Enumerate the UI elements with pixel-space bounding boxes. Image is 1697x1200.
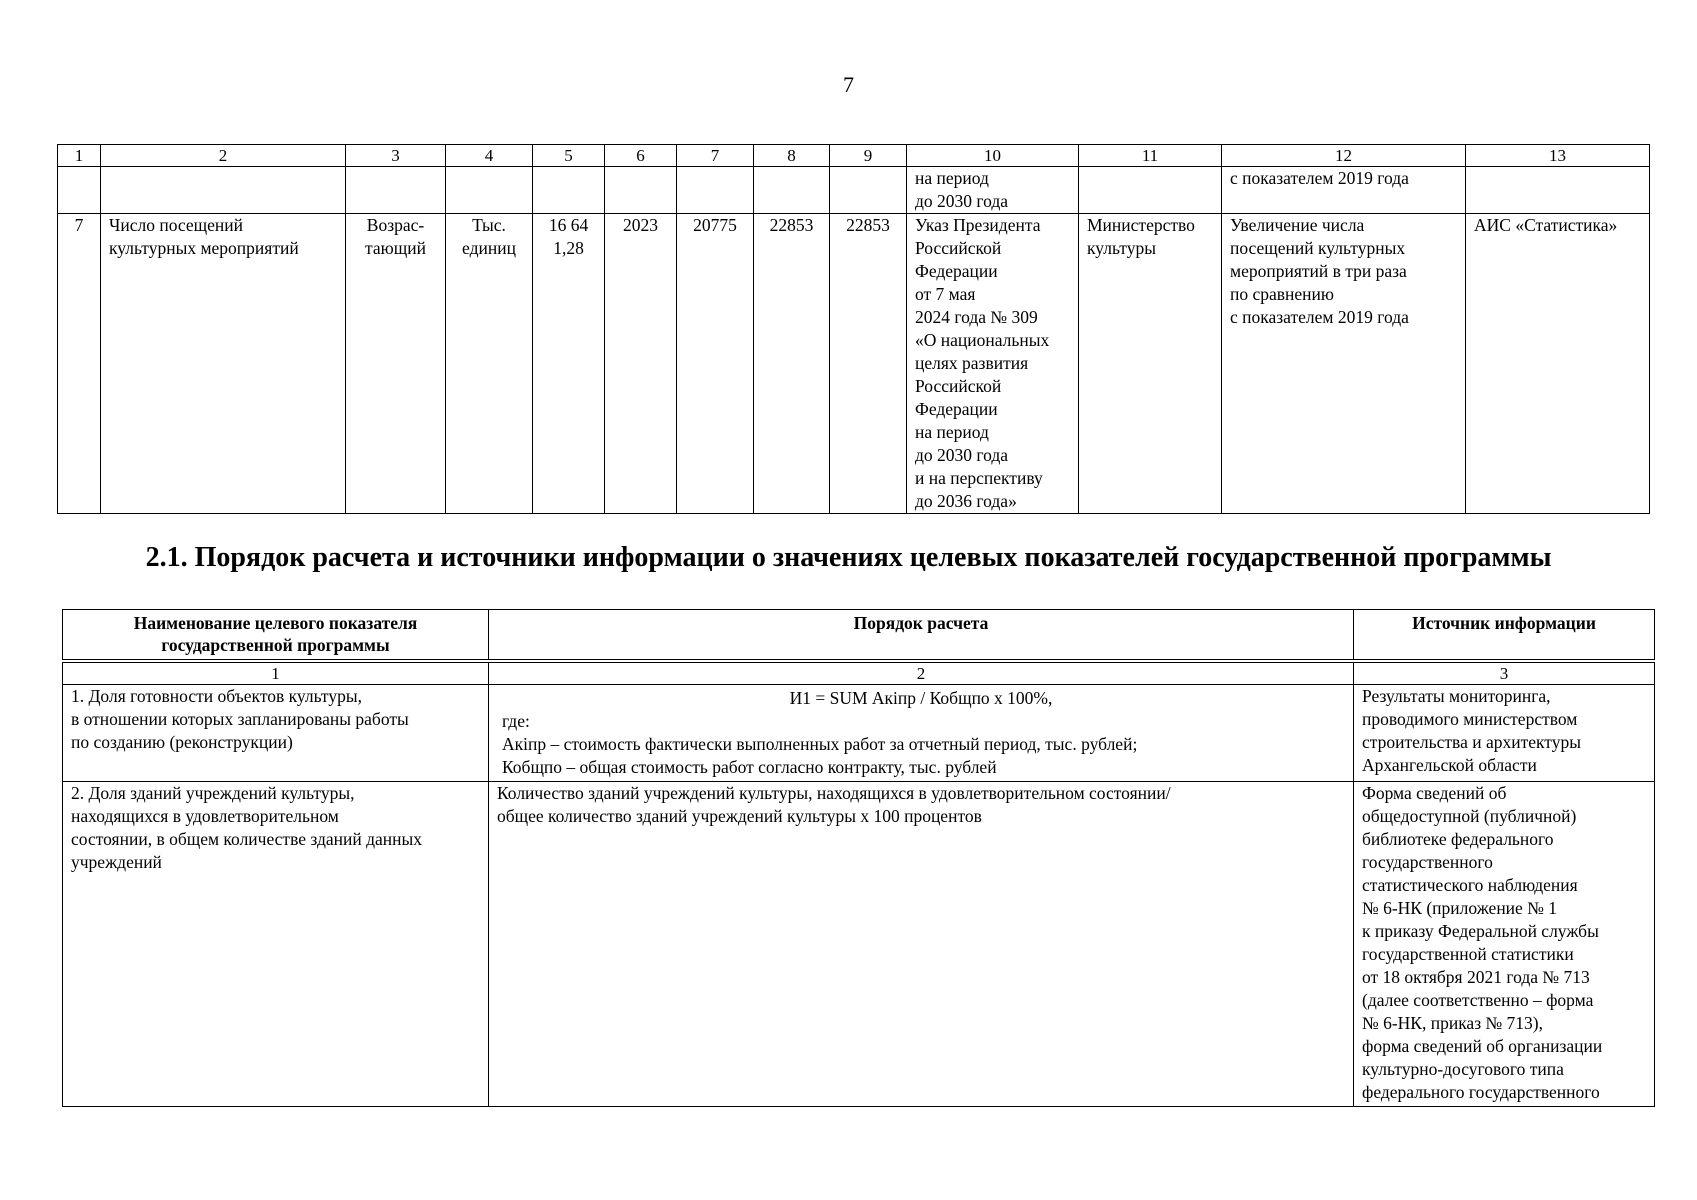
column-number: 6	[605, 145, 677, 167]
trend-cell: Возрас- тающий	[346, 214, 446, 514]
table-row	[63, 782, 1655, 1107]
value-cell: 20775	[677, 214, 754, 514]
responsible-cell: Министерство культуры	[1079, 214, 1222, 514]
connection-cell: с показателем 2019 года	[1222, 167, 1466, 214]
column-number: 13	[1466, 145, 1650, 167]
column-number: 2	[489, 663, 1354, 685]
indicator-name-cell: Число посещений культурных мероприятий	[101, 214, 346, 514]
calculation-table-header	[62, 609, 1655, 660]
document-cell: на период до 2030 года	[907, 167, 1079, 214]
column-number: 5	[533, 145, 605, 167]
unit-cell: Тыс. единиц	[446, 214, 533, 514]
source-cell: Результаты мониторинга, проводимого министерством строительства и архитектуры Архангельской области	[1354, 685, 1655, 782]
value-cell: 22853	[830, 214, 907, 514]
calculation-cell: Количество зданий учреждений культуры, находящихся в удовлетворительном состоянии/ общее количество зданий учреждений культуры х 100 процентов	[489, 782, 1354, 1107]
calculation-table	[62, 662, 1655, 1107]
formula: И1 = SUM Акіпр / Кобщпо х 100%,	[789, 688, 1053, 708]
indicators-table	[57, 144, 1650, 514]
column-number: 1	[58, 145, 101, 167]
document-cell: Указ Президента Российской Федерации от 7 мая 2024 года № 309 «О национальных целях развития Российской Федерации на период до 2030 года и на перспективу до 2036 года»	[907, 214, 1079, 514]
table-row	[63, 685, 1655, 782]
table-row-7	[58, 214, 1650, 514]
page-number: 7	[843, 72, 854, 97]
connection-cell: Увеличение числа посещений культурных мероприятий в три раза по сравнению с показателем 2019 года	[1222, 214, 1466, 514]
column-number: 3	[1354, 663, 1655, 685]
calculation-cell	[489, 685, 1354, 782]
column-number: 8	[754, 145, 830, 167]
indicator-name-cell: 2. Доля зданий учреждений культуры, находящихся в удовлетворительном состоянии, в общем количестве зданий данных учреждений	[63, 782, 489, 1107]
column-number: 4	[446, 145, 533, 167]
column-number-row	[58, 145, 1650, 167]
source-cell: Форма сведений об общедоступной (публичной) библиотеке федерального государственного статистического наблюдения № 6-НК (приложение № 1 к приказу Федеральной службы государственной статистики от 18 октября 2021 года № 713 (далее соответственно – форма № 6-НК, приказ № 713), форма сведений об организации культурно-досугового типа федерального государственного	[1354, 782, 1655, 1107]
column-number: 9	[830, 145, 907, 167]
header-indicator-name: Наименование целевого показателя государственной программы	[63, 610, 489, 660]
table-row-continuation	[58, 167, 1650, 214]
header-calculation: Порядок расчета	[489, 610, 1354, 660]
column-number: 7	[677, 145, 754, 167]
column-number-row	[63, 663, 1655, 685]
row-number-cell: 7	[58, 214, 101, 514]
formula-details: где: Акіпр – стоимость фактически выполненных работ за отчетный период, тыс. рублей; Кобщпо – общая стоимость работ согласно контракту, тыс. рублей	[502, 711, 1138, 777]
column-number: 10	[907, 145, 1079, 167]
header-source: Источник информации	[1354, 610, 1655, 660]
base-value-cell: 16 64 1,28	[533, 214, 605, 514]
column-number: 2	[101, 145, 346, 167]
column-number: 1	[63, 663, 489, 685]
value-cell: 22853	[754, 214, 830, 514]
section-heading: 2.1. Порядок расчета и источники информации о значениях целевых показателей государственной программы	[145, 542, 1552, 573]
column-number: 12	[1222, 145, 1466, 167]
column-number: 3	[346, 145, 446, 167]
indicator-name-cell: 1. Доля готовности объектов культуры, в отношении которых запланированы работы по созданию (реконструкции)	[63, 685, 489, 782]
info-system-cell: АИС «Статистика»	[1466, 214, 1650, 514]
column-number: 11	[1079, 145, 1222, 167]
base-year-cell: 2023	[605, 214, 677, 514]
